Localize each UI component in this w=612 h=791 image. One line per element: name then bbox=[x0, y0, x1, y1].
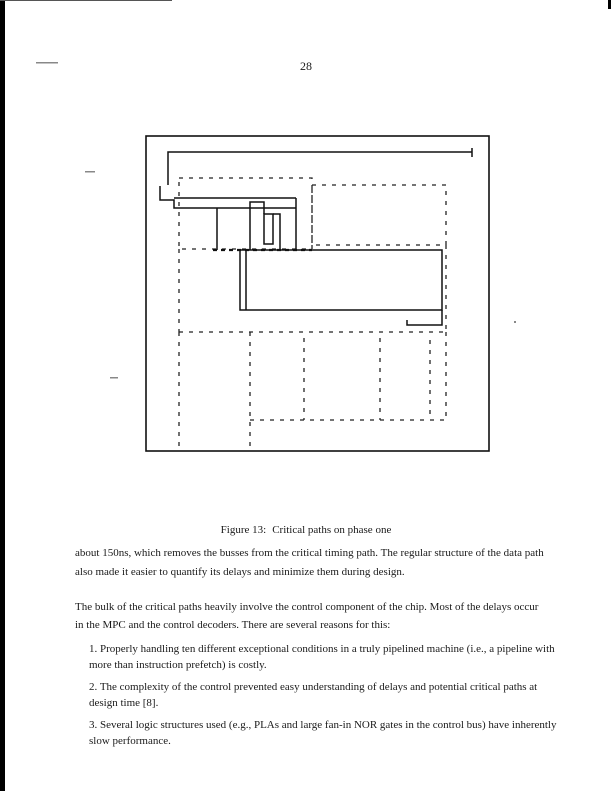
list-item-text: Several logic structures used (e.g., PLAs and large fan-in NOR gates in the control bus) have inherently slow performance. bbox=[89, 719, 557, 747]
scan-specks bbox=[36, 62, 516, 379]
block-region-upper-left bbox=[179, 178, 312, 249]
list-item-text: Properly handling ten different exceptional conditions in a truly pipelined machine (i.e., a pipeline with more than instruction prefetch) is costly. bbox=[89, 643, 555, 671]
list-item-number: 2. bbox=[89, 681, 98, 693]
critical-path-left-stub bbox=[160, 186, 296, 208]
paragraph-2-line-1: The bulk of the critical paths heavily involve the control component of the chip. Most of the delays occur bbox=[75, 601, 539, 613]
paragraph-2-line-2: in the MPC and the control decoders. There are several reasons for this: bbox=[75, 619, 391, 631]
figure-label: Figure 13: bbox=[220, 524, 267, 536]
chip-outline bbox=[146, 136, 489, 451]
scan-speck bbox=[110, 377, 118, 379]
critical-path-gate-right bbox=[273, 214, 280, 250]
critical-path-tail bbox=[407, 310, 442, 325]
scan-speck bbox=[36, 62, 58, 64]
figure-caption-text: Critical paths on phase one bbox=[272, 524, 392, 536]
critical-paths bbox=[160, 148, 472, 325]
block-region-upper-right bbox=[312, 185, 446, 245]
critical-path-gate bbox=[264, 214, 273, 244]
paragraph-1-line-2: also made it easier to quantify its delays and minimize them during design. bbox=[75, 566, 405, 578]
scan-speck bbox=[85, 171, 95, 173]
critical-path-datapath-block bbox=[240, 250, 442, 310]
list-item-number: 3. bbox=[89, 719, 98, 731]
scan-speck bbox=[514, 321, 516, 323]
list-item bbox=[89, 641, 559, 673]
critical-path-gate-left bbox=[250, 202, 264, 250]
critical-path-top-bus bbox=[168, 152, 472, 185]
list-item bbox=[89, 679, 559, 711]
figure-caption bbox=[0, 524, 612, 536]
list-item-text: The complexity of the control prevented easy understanding of delays and potential critical paths at design time [8]. bbox=[89, 681, 538, 709]
page-number: 28 bbox=[300, 59, 312, 73]
list-item bbox=[89, 717, 559, 749]
paragraph-1-line-1: about 150ns, which removes the busses from the critical timing path. The regular structure of the data path bbox=[75, 547, 544, 559]
block-regions bbox=[179, 178, 446, 450]
list-item-number: 1. bbox=[89, 643, 98, 655]
block-region-lower-box bbox=[250, 332, 446, 420]
